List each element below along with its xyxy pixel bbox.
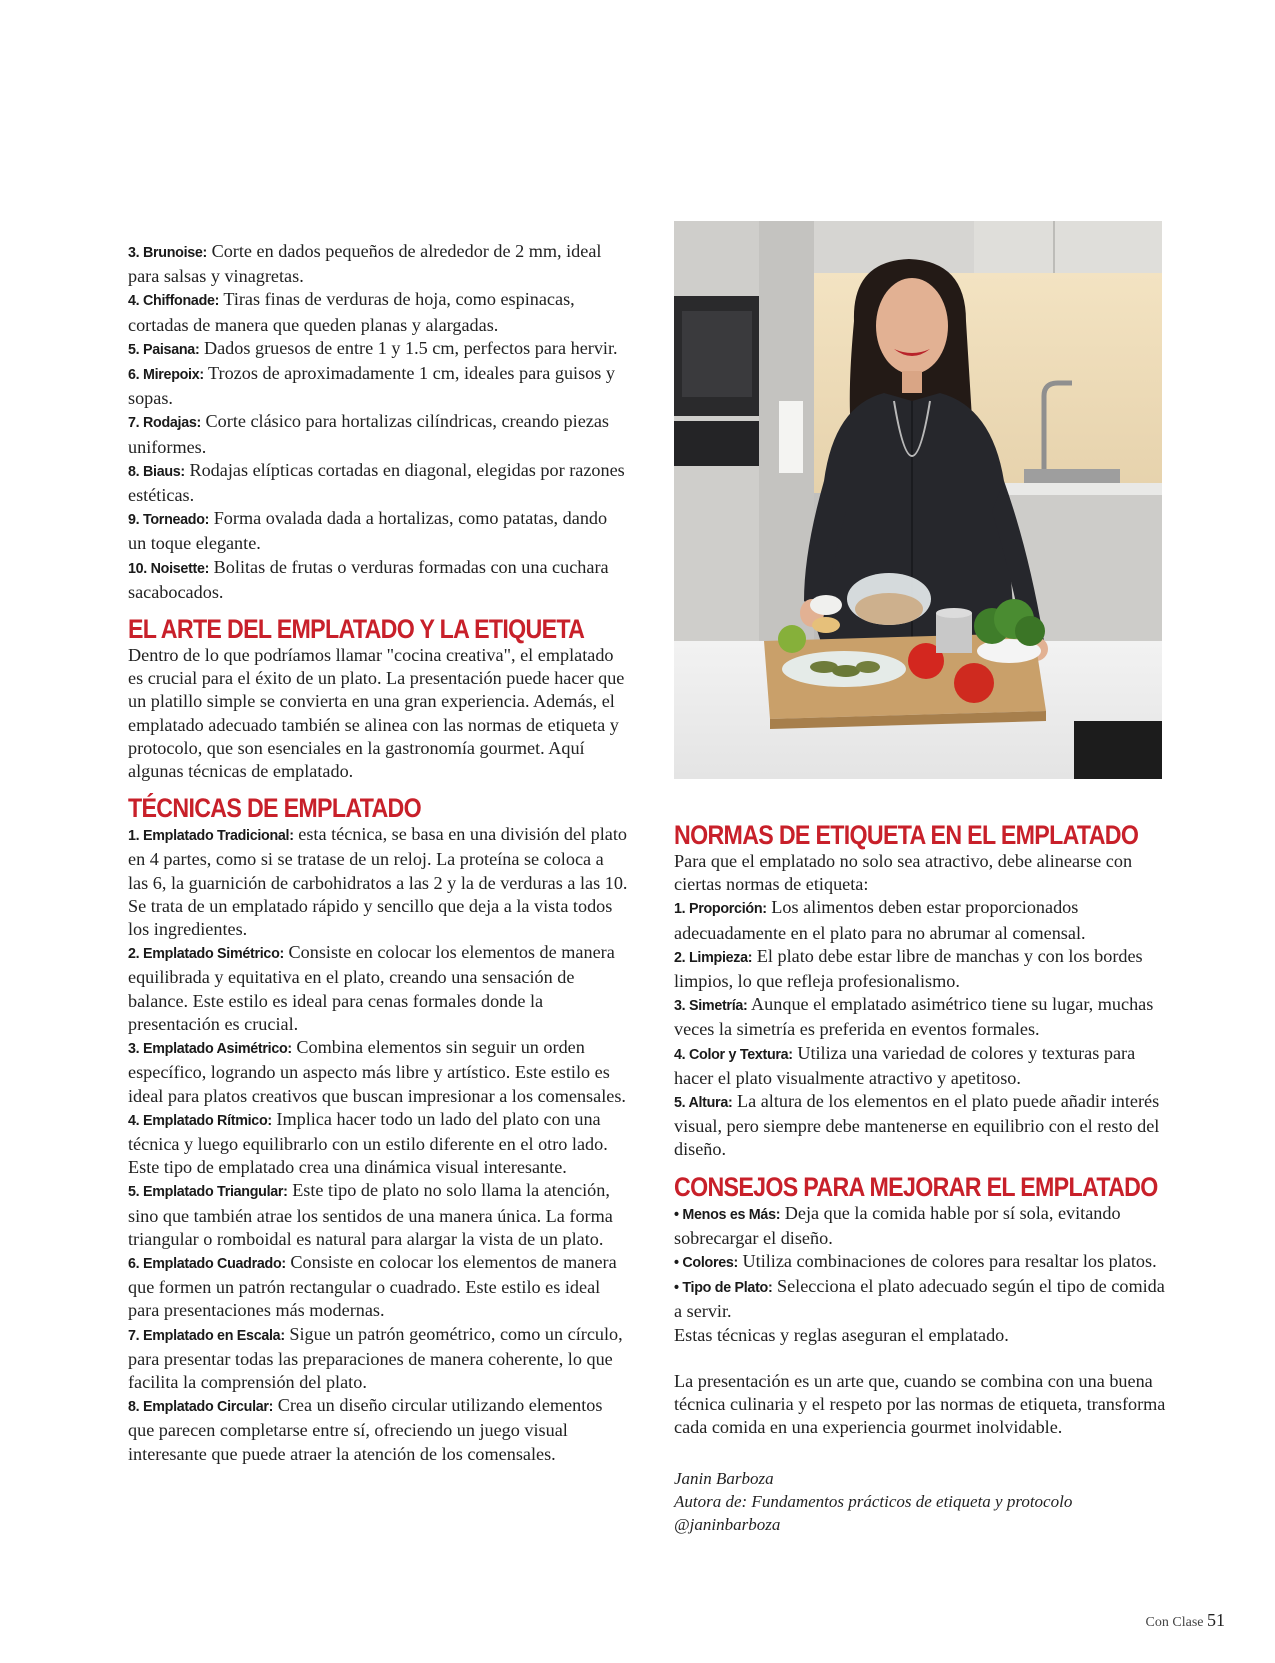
arte-body: Dentro de lo que podríamos llamar "cocina creativa", el emplatado es crucial para el éxito de un plato. La presentación puede hacer que un platillo simple se convierta en una gran experiencia. Además, el emplatado adecuado también se alinea con las normas de etiqueta y protocolo, que son esenciales en la gastronomía gourmet. Aquí algunas técnicas de emplatado. <box>128 645 625 782</box>
plating-item: 7. Emplatado en Escala: Sigue un patrón geométrico, como un círculo, para presentar todas las preparaciones de manera coherente, lo que facilita la comprensión del plato. <box>128 1323 623 1392</box>
plating-item: 3. Emplatado Asimétrico: Combina elementos sin seguir un orden específico, logrando un aspecto más libre y artístico. Este estilo es ideal para platos creativos que buscan impresionar a los comensales. <box>128 1037 626 1106</box>
author-role: Autora de: Fundamentos prácticos de etiqueta y protocolo <box>674 1492 1073 1512</box>
rule-item: 1. Proporción: Los alimentos deben estar proporcionados adecuadamente en el plato para no abrumar al comensal. <box>674 897 1086 943</box>
technique-item: 8. Biaus: Rodajas elípticas cortadas en diagonal, elegidas por razones estéticas. <box>128 459 625 506</box>
technique-item: 4. Chiffonade: Tiras finas de verduras de hoja, como espinacas, cortadas de manera que queden planas y alargadas. <box>128 289 575 335</box>
paragraph-spacer <box>674 1347 1174 1370</box>
etiquette-rules-list <box>674 896 1174 1161</box>
technique-item: 5. Paisana: Dados gruesos de entre 1 y 1.5 cm, perfectos para hervir. <box>128 337 618 358</box>
tip-item: • Colores: Utiliza combinaciones de colores para resaltar los platos. <box>674 1251 1157 1272</box>
section-heading-normas: NORMAS DE ETIQUETA EN EL EMPLATADO <box>674 820 1139 850</box>
plating-item: 5. Emplatado Triangular: Este tipo de plato no solo llama la atención, sino que también atrae los sentidos de una manera única. La forma triangular o romboidal es natural para alargar la vista de un plato. <box>128 1180 613 1249</box>
final-paragraph: La presentación es un arte que, cuando se combina con una buena técnica culinaria y el respeto por las normas de etiqueta, transforma cada comida en una experiencia gourmet inolvidable. <box>674 1370 1166 1438</box>
rule-item: 3. Simetría: Aunque el emplatado asimétrico tiene su lugar, muchas veces la simetría es preferida en eventos formales. <box>674 994 1154 1040</box>
closing-line: Estas técnicas y reglas aseguran el emplatado. <box>674 1324 1009 1345</box>
plating-item: 4. Emplatado Rítmico: Implica hacer todo un lado del plato con una técnica y luego equilibrarlo con un estilo diferente en el otro lado. Este tipo de emplatado crea una dinámica visual interesante. <box>128 1108 608 1178</box>
plating-item: 1. Emplatado Tradicional: esta técnica, se basa en una división del plato en 4 partes, como si se tratase de un reloj. La proteína se coloca a las 6, la guarnición de carbohidratos a las 2 y la de verduras a las 10. Se trata de un emplatado rápido y sencillo que deja a la vista todos los ingredientes. <box>128 824 628 940</box>
plating-item: 8. Emplatado Circular: Crea un diseño circular utilizando elementos que parecen completarse entre sí, ofreciendo un juego visual interesante que puede atraer la atención de los comensales. <box>128 1395 603 1464</box>
technique-item: 3. Brunoise: Corte en dados pequeños de alrededor de 2 mm, ideal para salsas y vinagretas. <box>128 241 602 287</box>
plating-techniques-list <box>128 823 628 1465</box>
author-signature <box>674 1467 1174 1536</box>
author-handle: @janinbarboza <box>674 1515 781 1535</box>
plating-item: 6. Emplatado Cuadrado: Consiste en colocar los elementos de manera que formen un patrón rectangular o cuadrado. Este estilo es ideal para presentaciones más modernas. <box>128 1251 617 1321</box>
technique-item: 6. Mirepoix: Trozos de aproximadamente 1 cm, ideales para guisos y sopas. <box>128 363 615 409</box>
tip-item: • Tipo de Plato: Selecciona el plato adecuado según el tipo de comida a servir. <box>674 1276 1165 1322</box>
section-heading-tecnicas: TÉCNICAS DE EMPLATADO <box>128 793 422 824</box>
author-photo <box>674 221 1162 779</box>
rule-item: 5. Altura: La altura de los elementos en el plato puede añadir interés visual, pero siempre debe mantenerse en equilibrio con el resto del diseño. <box>674 1091 1160 1160</box>
tip-item: • Menos es Más: Deja que la comida hable por sí sola, evitando sobrecargar el diseño. <box>674 1202 1121 1248</box>
technique-item: 9. Torneado: Forma ovalada dada a hortalizas, como patatas, dando un toque elegante. <box>128 508 608 554</box>
tips-list <box>674 1202 1174 1324</box>
author-name: Janin Barboza <box>674 1469 774 1489</box>
plating-item: 2. Emplatado Simétrico: Consiste en colocar los elementos de manera equilibrada y equitativa en el plato, creando una sensación de balance. Este estilo es ideal para cenas formales donde la presentación es crucial. <box>128 942 615 1034</box>
technique-item: 10. Noisette: Bolitas de frutas o verduras formadas con una cuchara sacabocados. <box>128 556 609 602</box>
rule-item: 2. Limpieza: El plato debe estar libre de manchas y con los bordes limpios, lo que refleja profesionalismo. <box>674 945 1143 992</box>
left-column <box>128 240 628 1466</box>
normas-intro: Para que el emplatado no solo sea atractivo, debe alinearse con ciertas normas de etiqueta: <box>674 851 1133 895</box>
magazine-name: Con Clase <box>1145 1615 1204 1630</box>
page-number: 51 <box>1207 1610 1225 1630</box>
page-footer <box>1146 1610 1225 1631</box>
rule-item: 4. Color y Textura: Utiliza una variedad de colores y texturas para hacer el plato visualmente atractivo y apetitoso. <box>674 1042 1136 1088</box>
technique-item: 7. Rodajas: Corte clásico para hortalizas cilíndricas, creando piezas uniformes. <box>128 411 610 457</box>
cut-techniques-list <box>128 240 628 604</box>
right-column <box>674 820 1174 1536</box>
section-heading-arte: EL ARTE DEL EMPLATADO Y LA ETIQUETA <box>128 614 585 645</box>
section-heading-consejos: CONSEJOS PARA MEJORAR EL EMPLATADO <box>674 1171 1158 1202</box>
